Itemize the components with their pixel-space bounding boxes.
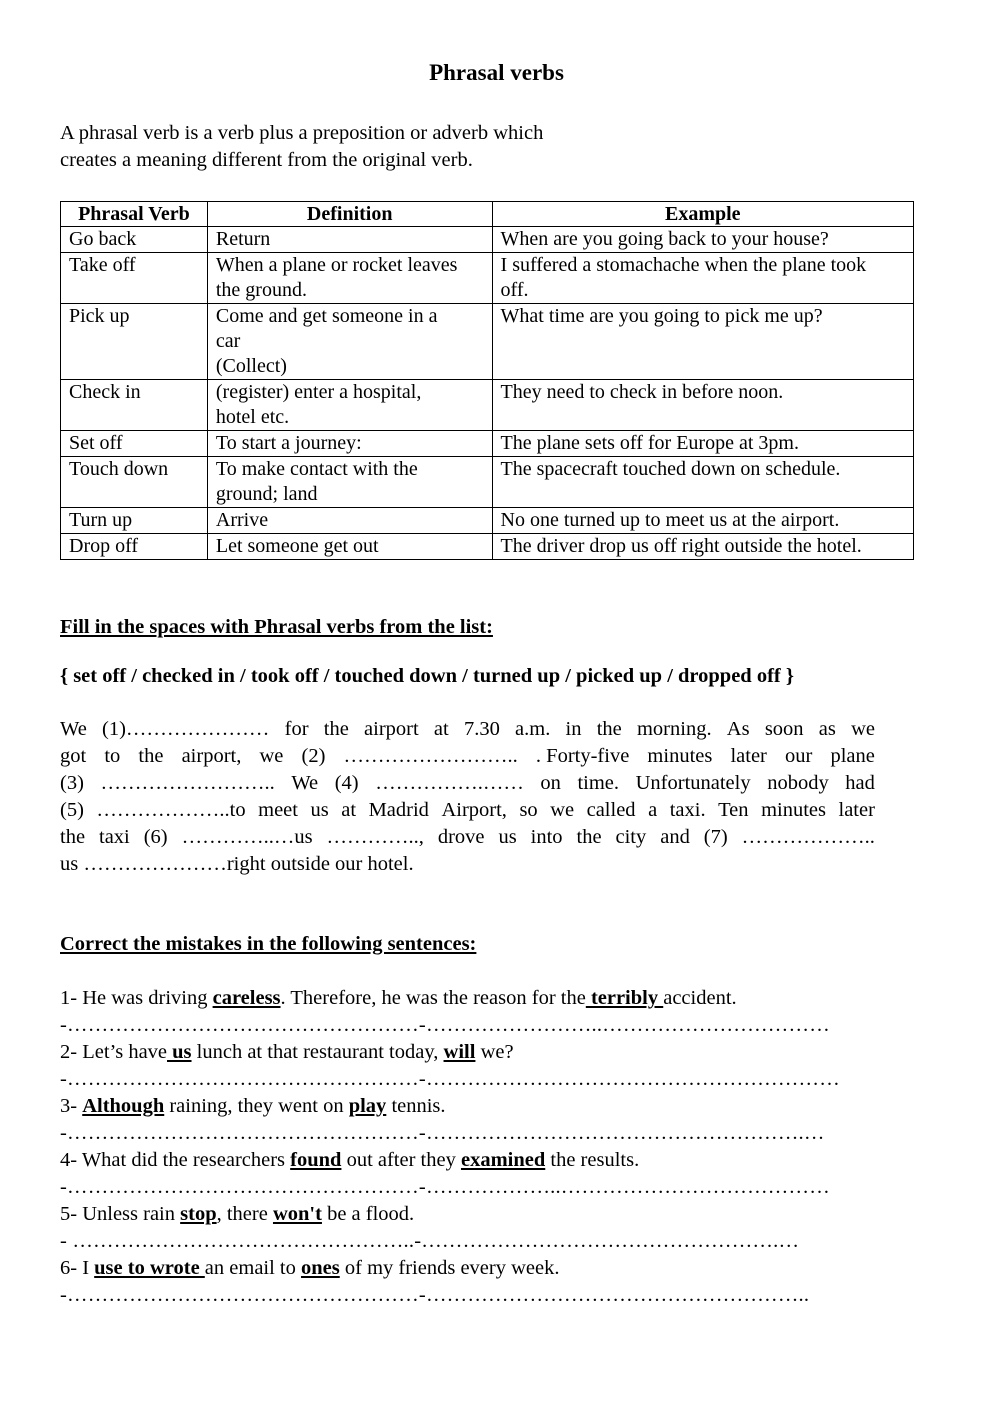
passage-word: As (726, 718, 750, 740)
correction-item (60, 1255, 930, 1309)
verb-cell: Touch down (61, 457, 208, 508)
exercise2-heading: Correct the mistakes in the following sentences: (60, 933, 477, 955)
passage-line (60, 770, 875, 797)
underlined-mistake: ones (301, 1257, 340, 1279)
passage-word: (2) (301, 745, 326, 767)
passage-word: we (550, 799, 575, 821)
sentence-text: we? (475, 1041, 514, 1063)
correction-item (60, 985, 930, 1039)
definition-cell: (register) enter a hospital, hotel etc. (207, 380, 492, 431)
table-row (61, 304, 914, 380)
passage-word: meet (258, 799, 298, 821)
passage-word: plane (830, 745, 875, 767)
passage-word: we (259, 745, 284, 767)
sentence-text: , there (216, 1203, 273, 1225)
passage-word: (1)………………… (102, 718, 270, 740)
passage-word: we (851, 718, 875, 740)
verb-cell: Turn up (61, 508, 208, 534)
passage-line (60, 716, 875, 743)
passage-word: so (519, 799, 538, 821)
underlined-mistake: use to wrote (94, 1257, 205, 1279)
example-cell: The driver drop us off right outside the hotel. (492, 534, 913, 560)
gap-fill-passage (60, 716, 875, 878)
verb-cell: Check in (61, 380, 208, 431)
passage-word: the (576, 826, 602, 848)
passage-word: We (60, 718, 87, 740)
passage-word: Madrid (368, 799, 429, 821)
passage-word: to (104, 745, 121, 767)
example-cell: I suffered a stomachache when the plane took off. (492, 253, 913, 304)
sentence-text: out after they (341, 1149, 461, 1171)
correction-item (60, 1147, 930, 1201)
passage-word: airport (364, 718, 419, 740)
definition-cell: Come and get someone in a car (Collect) (207, 304, 492, 380)
table-row (61, 457, 914, 508)
underlined-mistake: play (348, 1095, 387, 1117)
table-row (61, 380, 914, 431)
answer-line[interactable]: -……………………………………………-……………………………………………….. (60, 1284, 810, 1306)
sentence-text: raining, they went on (164, 1095, 349, 1117)
verb-cell: Take off (61, 253, 208, 304)
answer-line[interactable]: - …………………………………………..-…………………………………………….… (60, 1230, 800, 1252)
example-cell: No one turned up to meet us at the airport. (492, 508, 913, 534)
definition-cell: Arrive (207, 508, 492, 534)
passage-word: city (615, 826, 647, 848)
underlined-mistake: stop (180, 1203, 217, 1225)
example-cell: What time are you going to pick me up? (492, 304, 913, 380)
passage-word: on (540, 772, 561, 794)
sentence-text: accident. (663, 987, 737, 1009)
passage-word: minutes (761, 799, 826, 821)
passage-word: and (660, 826, 690, 848)
passage-word: ……………….. (741, 826, 875, 848)
correction-sentence (60, 1093, 930, 1120)
passage-word: as (818, 718, 836, 740)
passage-word: …………………….. (100, 772, 275, 794)
verb-cell: Set off (61, 431, 208, 457)
sentence-text: 3- (60, 1095, 83, 1117)
passage-word: (7) (703, 826, 728, 848)
passage-word: later (730, 745, 767, 767)
table-row (61, 431, 914, 457)
definition-cell: Let someone get out (207, 534, 492, 560)
passage-word: at (433, 718, 449, 740)
passage-word: taxi. (669, 799, 706, 821)
passage-word: our (785, 745, 813, 767)
word-list: { set off / checked in / took off / touched down / turned up / picked up / dropped off } (60, 665, 794, 687)
table-row (61, 508, 914, 534)
example-cell: The plane sets off for Europe at 3pm. (492, 431, 913, 457)
intro-paragraph (60, 120, 543, 174)
underlined-mistake: us (167, 1041, 192, 1063)
passage-line (60, 797, 875, 824)
passage-word: Airport, (441, 799, 507, 821)
passage-word: …………………….. (343, 745, 518, 767)
passage-word: later (838, 799, 875, 821)
correction-sentence (60, 1255, 930, 1282)
table-row (61, 534, 914, 560)
verb-cell: Pick up (61, 304, 208, 380)
passage-word: us (310, 799, 329, 821)
definition-cell: Return (207, 227, 492, 253)
passage-line (60, 824, 875, 851)
passage-word: We (291, 772, 319, 794)
answer-line[interactable]: -……………………………………………-……………………..…………………………… (60, 1014, 830, 1036)
verb-cell: Drop off (61, 534, 208, 560)
sentence-text: 4- What did the researchers (60, 1149, 291, 1171)
passage-word: Unfortunately (635, 772, 751, 794)
header-definition: Definition (207, 202, 492, 227)
correction-sentence (60, 1039, 930, 1066)
passage-word: minutes (647, 745, 713, 767)
intro-line-2: creates a meaning different from the original verb. (60, 149, 473, 171)
passage-word: drove (437, 826, 485, 848)
sentence-text: of my friends every week. (339, 1257, 560, 1279)
passage-word: ………….., (326, 826, 424, 848)
passage-word: got (60, 745, 87, 767)
passage-word: a (648, 799, 658, 821)
passage-word: us (498, 826, 517, 848)
passage-word: for (284, 718, 309, 740)
header-example: Example (492, 202, 913, 227)
correction-sentence (60, 1147, 930, 1174)
intro-line-1: A phrasal verb is a verb plus a preposition or adverb which (60, 122, 544, 144)
answer-line[interactable]: -……………………………………………-…………………………………………………… (60, 1068, 840, 1090)
sentence-text: be a flood. (321, 1203, 415, 1225)
table-header-row (61, 202, 914, 227)
correction-sentence (60, 1201, 930, 1228)
sentence-text: the results. (545, 1149, 640, 1171)
sentence-text: 5- Unless rain (60, 1203, 181, 1225)
sentence-text: 1- He was driving (60, 987, 213, 1009)
passage-word: called (586, 799, 636, 821)
correction-item (60, 1093, 930, 1147)
verb-cell: Go back (61, 227, 208, 253)
passage-word: the (60, 826, 86, 848)
passage-word: (4) (334, 772, 359, 794)
exercise1-heading: Fill in the spaces with Phrasal verbs from the list: (60, 616, 493, 638)
header-phrasal-verb: Phrasal Verb (61, 202, 208, 227)
passage-word: airport, (181, 745, 242, 767)
correction-item (60, 1039, 930, 1093)
passage-line (60, 851, 875, 878)
underlined-mistake: found (290, 1149, 342, 1171)
passage-word: (5) (60, 799, 84, 821)
passage-word: the (323, 718, 349, 740)
passage-word: a.m. (515, 718, 551, 740)
correction-item (60, 1201, 930, 1255)
corrections-list (60, 985, 930, 1309)
underlined-mistake: Although (82, 1095, 165, 1117)
sentence-text: 6- I (60, 1257, 95, 1279)
passage-word: at (341, 799, 357, 821)
definition-cell: When a plane or rocket leaves the ground. (207, 253, 492, 304)
passage-word: (6) (143, 826, 168, 848)
underlined-mistake: careless (212, 987, 281, 1009)
passage-word: 7.30 (463, 718, 500, 740)
example-cell: The spacecraft touched down on schedule. (492, 457, 913, 508)
passage-word: the (138, 745, 164, 767)
sentence-text: an email to (204, 1257, 302, 1279)
passage-word: . Forty-five (535, 745, 630, 767)
underlined-mistake: terribly (585, 987, 664, 1009)
example-cell: When are you going back to your house? (492, 227, 913, 253)
passage-line (60, 743, 875, 770)
passage-word: taxi (99, 826, 130, 848)
passage-word: us …………………right outside our hotel. (60, 853, 414, 875)
definition-cell: To start a journey: (207, 431, 492, 457)
passage-word: ………………..to (96, 799, 246, 821)
passage-word: Ten (718, 799, 749, 821)
table-row (61, 227, 914, 253)
sentence-text: 2- Let’s have (60, 1041, 168, 1063)
sentence-text: . Therefore, he was the reason for the (280, 987, 586, 1009)
table-row (61, 253, 914, 304)
correction-sentence (60, 985, 930, 1012)
passage-word: soon (764, 718, 804, 740)
passage-word: in (565, 718, 582, 740)
answer-line[interactable]: -……………………………………………-………………..………………………………… (60, 1176, 830, 1198)
passage-word: (3) (60, 772, 84, 794)
passage-word: …………….…… (375, 772, 524, 794)
underlined-mistake: won't (272, 1203, 322, 1225)
definition-cell: To make contact with the ground; land (207, 457, 492, 508)
passage-word: into (530, 826, 563, 848)
passage-word: …………..…us (181, 826, 313, 848)
passage-word: time. (577, 772, 620, 794)
example-cell: They need to check in before noon. (492, 380, 913, 431)
underlined-mistake: examined (460, 1149, 546, 1171)
passage-word: the (596, 718, 622, 740)
passage-word: had (845, 772, 875, 794)
passage-word: morning. (636, 718, 712, 740)
answer-line[interactable]: -……………………………………………-……………………………………………….… (60, 1122, 825, 1144)
sentence-text: tennis. (386, 1095, 446, 1117)
sentence-text: lunch at that restaurant today, (191, 1041, 444, 1063)
phrasal-verbs-table (60, 201, 914, 560)
underlined-mistake: will (443, 1041, 476, 1063)
page-title: Phrasal verbs (429, 60, 564, 85)
passage-word: nobody (767, 772, 829, 794)
